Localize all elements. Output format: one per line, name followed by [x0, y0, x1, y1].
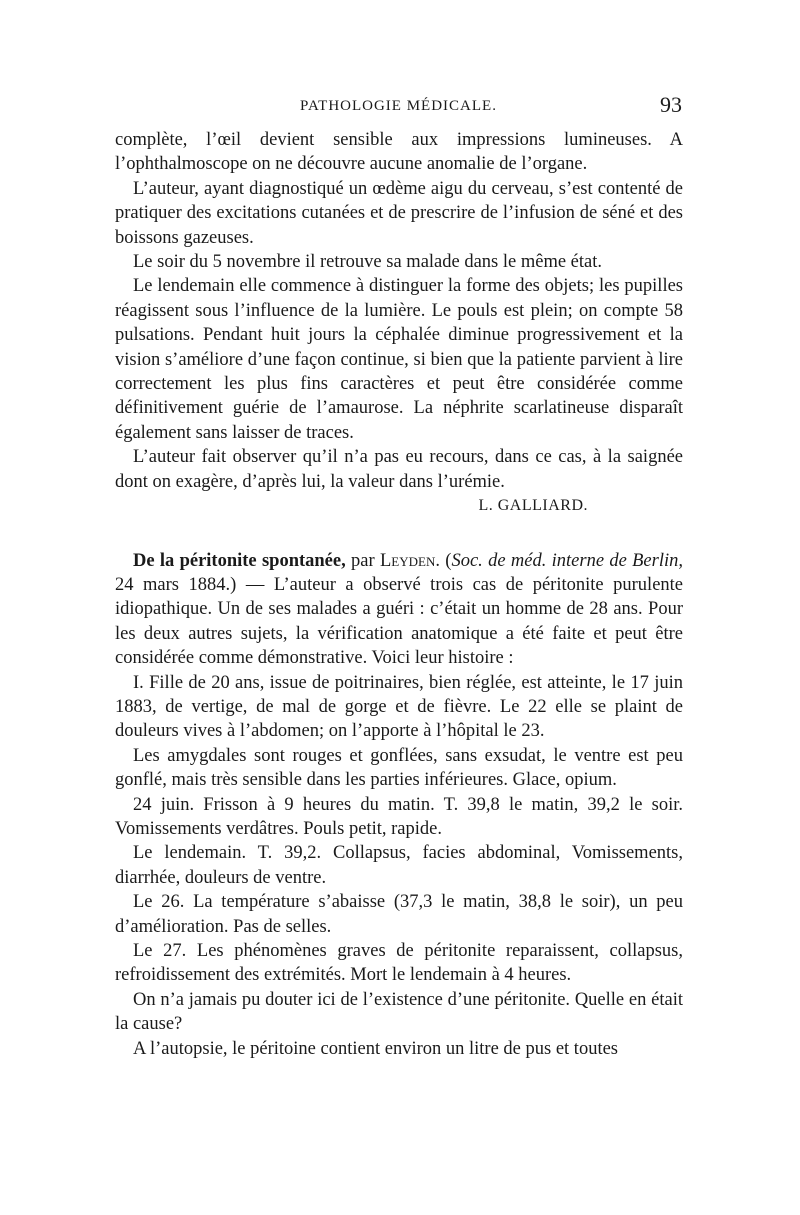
article-title: De la péritonite spontanée,	[133, 550, 346, 571]
article-source: Soc. de méd. interne de Berlin,	[451, 550, 683, 571]
paragraph: Les amygdales sont rouges et gonflées, sans exsudat, le ventre est peu gonflé, mais très sensible dans les parties inférieures. Glace, opium.	[115, 745, 683, 791]
page-header	[115, 92, 682, 124]
running-title: PATHOLOGIE MÉDICALE.	[300, 98, 497, 114]
paragraph: Le 26. La température s’abaisse (37,3 le matin, 38,8 le soir), un peu d’amélioration. Pas de selles.	[115, 892, 683, 937]
paragraph: Le 27. Les phénomènes graves de péritonite reparaissent, collapsus, refroidissement des extrémités. Mort le lendemain à 4 heures.	[115, 941, 683, 986]
article-date: 24 mars 1884.)	[115, 574, 237, 595]
paragraph: Le soir du 5 novembre il retrouve sa malade dans le même état.	[133, 252, 603, 273]
section-gap	[115, 519, 683, 549]
second-article	[115, 549, 683, 1062]
paragraph: On n’a jamais pu douter ici de l’existence d’une péritonite. Quelle en était la cause?	[115, 989, 683, 1035]
intro-text: — L’auteur a observé trois cas de péritonite purulente idiopathique. Un de ses malades a guéri : c’était un homme de 28 ans. Pour les deux autres sujets, la vérification anatomique a été faite et peut être considérée comme démonstrative. Voici leur histoire :	[115, 574, 684, 669]
article-author: Leyden	[379, 550, 436, 571]
paragraph: 24 juin. Frisson à 9 heures du matin. T. 39,8 le matin, 39,2 le soir. Vomissements verdâtres. Pouls petit, rapide.	[115, 794, 683, 839]
byline-word: par	[351, 550, 375, 571]
page-number: 93	[660, 92, 682, 117]
paragraph: complète, l’œil devient sensible aux impressions lumineuses. A l’ophthalmoscope on ne découvre aucune anomalie de l’organe.	[115, 130, 683, 175]
paragraph: A l’autopsie, le péritoine contient environ un litre de pus et toutes	[133, 1038, 618, 1059]
article-intro	[115, 549, 683, 671]
author-signature: L. GALLIARD.	[478, 497, 588, 515]
paragraph: L’auteur, ayant diagnostiqué un œdème aigu du cerveau, s’est contenté de pratiquer des excitations cutanées et de prescrire de l’infusion de séné et des boissons gazeuses.	[115, 178, 683, 248]
source-open: . (	[435, 550, 452, 571]
paragraph: Le lendemain elle commence à distinguer la forme des objets; les pupilles réagissent sous l’influence de la lumière. Le pouls est plein; on compte 58 pulsations. Pendant huit jours la céphalée diminue progressivement et la vision s’améliore d’une façon continue, si bien que la patiente parvient à lire correctement les plus fins caractères et peut être considérée comme définitivement guérie de l’amaurose. La néphrite scarlatineuse disparaît également sans laisser de traces.	[115, 276, 683, 443]
paragraph: I. Fille de 20 ans, issue de poitrinaires, bien réglée, est atteinte, le 17 juin 1883, de vertige, de mal de gorge et de fièvre. Le 22 elle se plaint de douleurs vives à l’abdomen; on l’apporte à l’hôpital le 23.	[115, 672, 683, 742]
first-article	[115, 128, 683, 519]
paragraph: L’auteur fait observer qu’il n’a pas eu recours, dans ce cas, à la saignée dont on exagère, d’après lui, la valeur dans l’urémie.	[115, 447, 683, 492]
paragraph: Le lendemain. T. 39,2. Collapsus, facies abdominal, Vomissements, diarrhée, douleurs de ventre.	[115, 843, 683, 888]
page-body	[115, 128, 683, 1061]
